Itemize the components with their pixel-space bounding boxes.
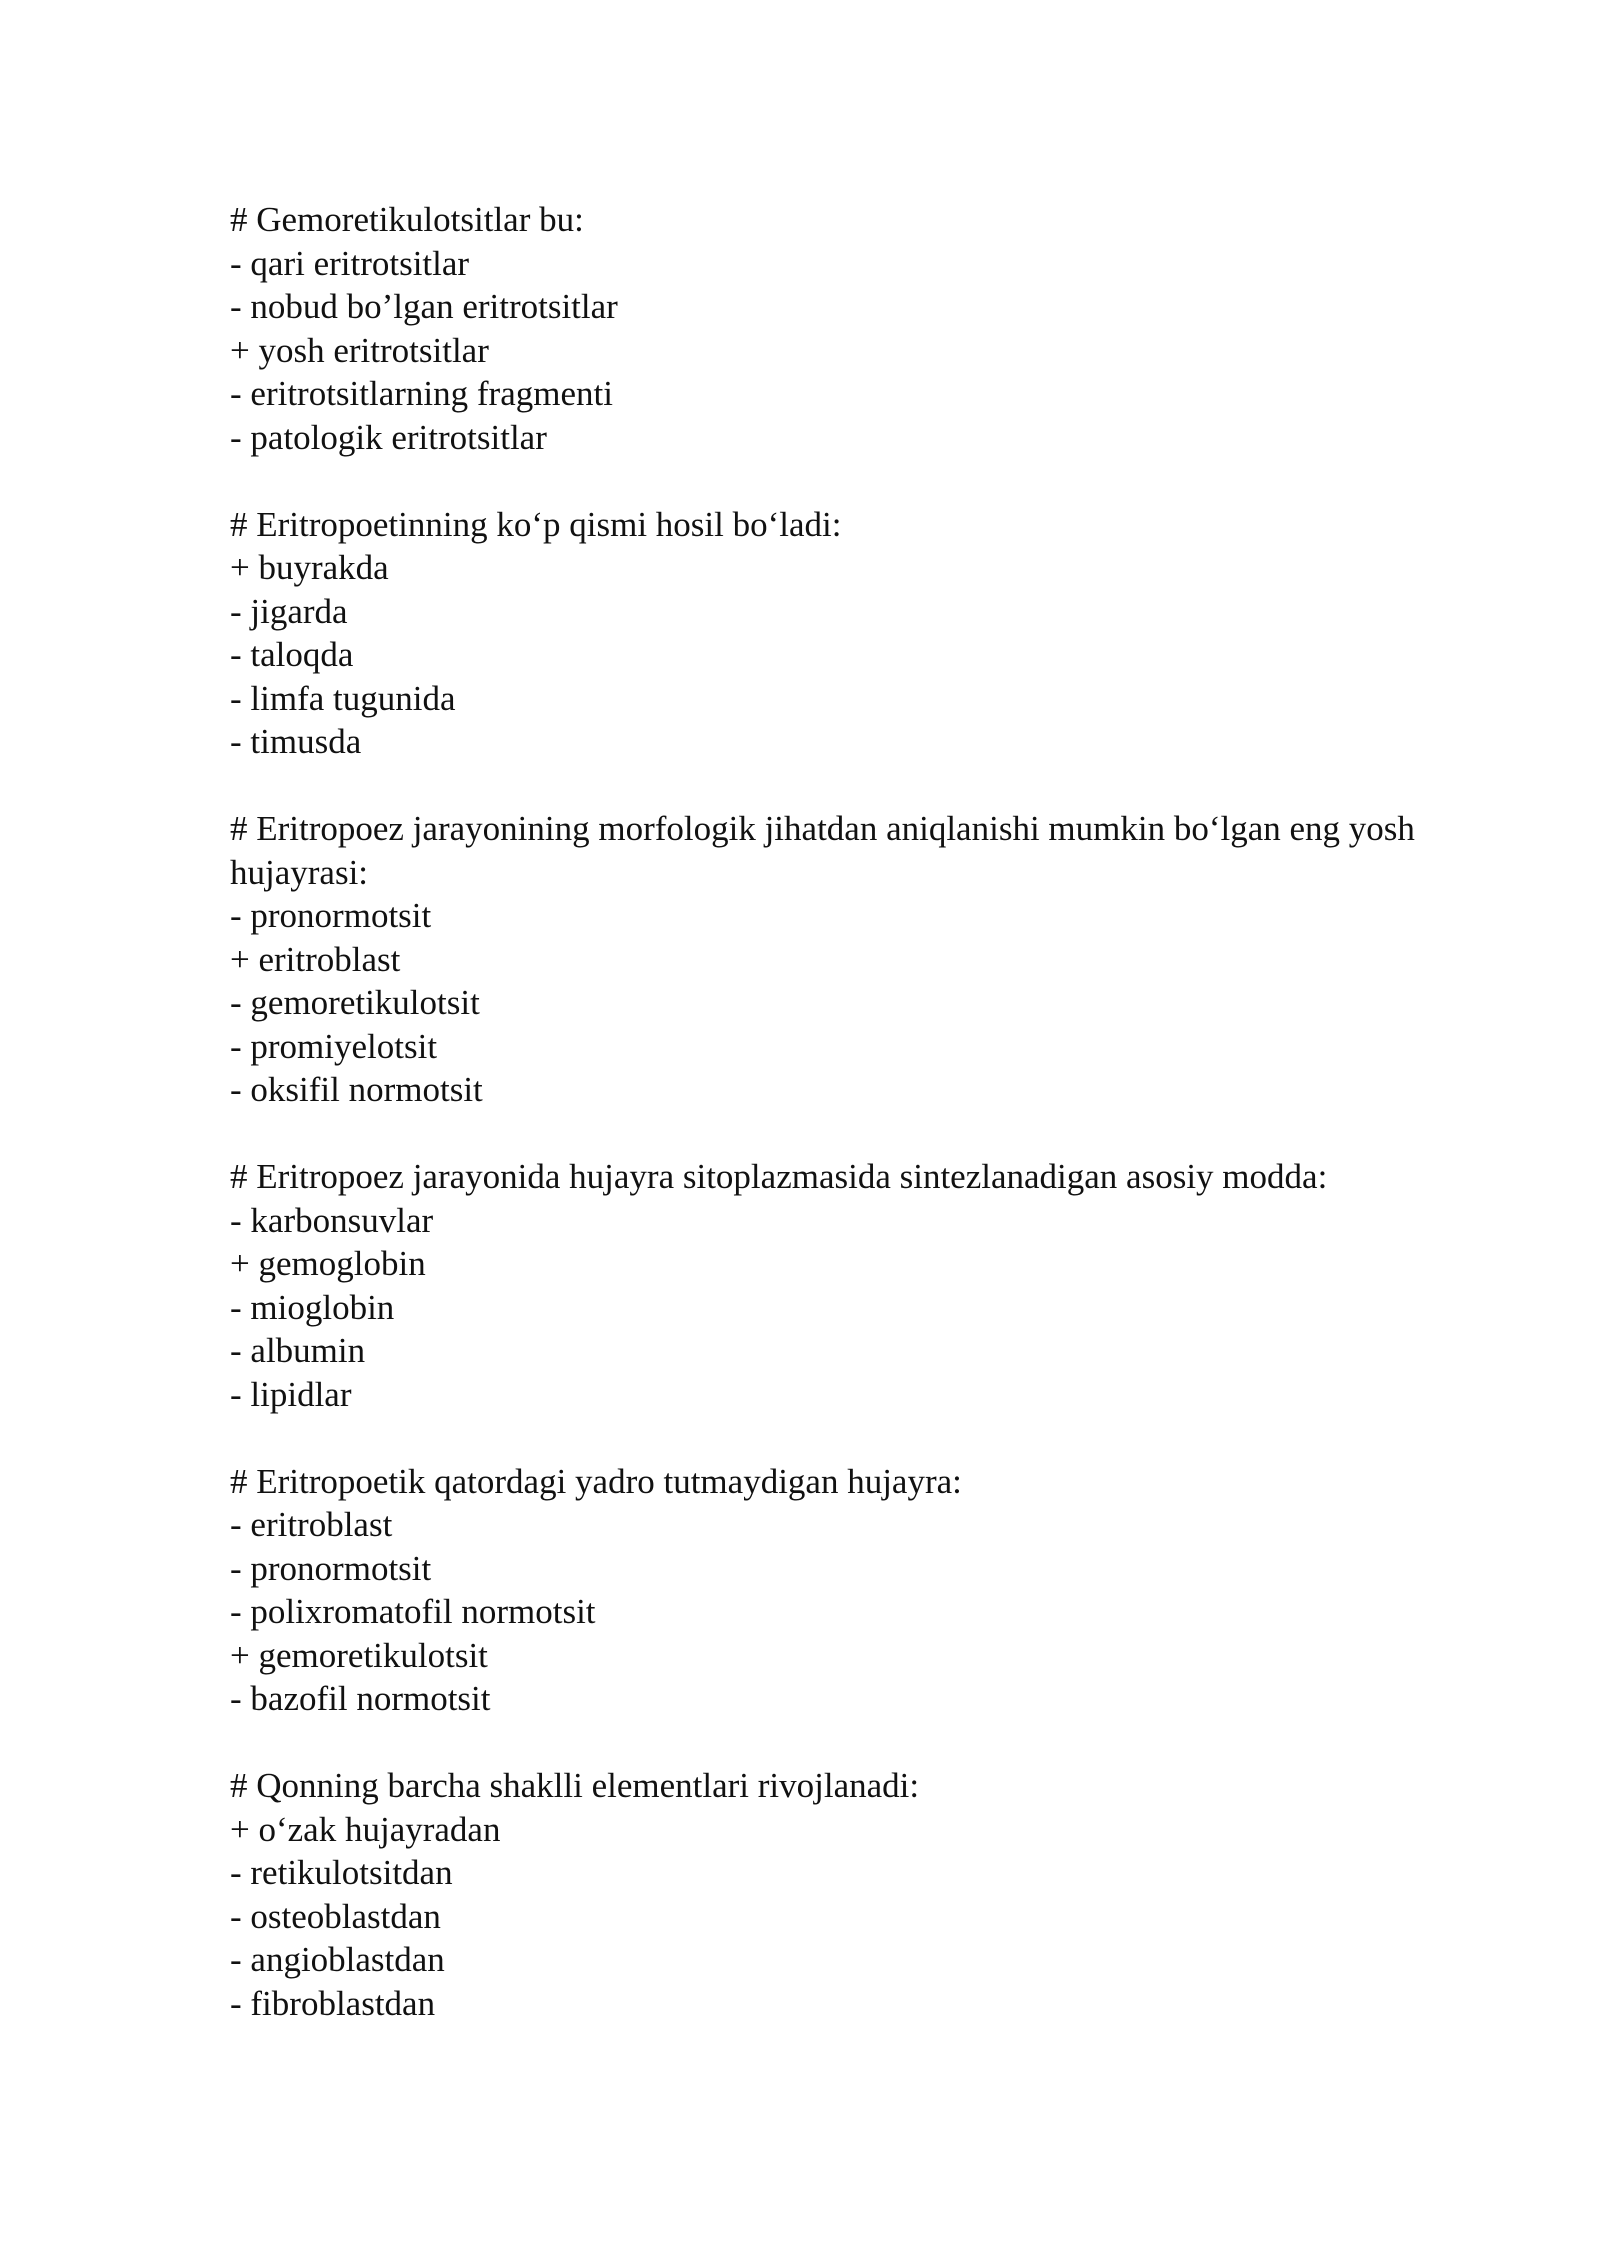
answer-option: - lipidlar [230,1374,352,1414]
answer-options [230,894,1460,1112]
answer-options [230,1808,1460,2026]
question-text: # Eritropoetik qatordagi yadro tutmaydigan hujayra: [230,1461,962,1501]
answer-option: - mioglobin [230,1287,395,1327]
question-block [230,1155,1460,1416]
answer-option: - patologik eritrotsitlar [230,417,547,457]
answer-option: - promiyelotsit [230,1026,438,1066]
answer-option-correct: + buyrakda [230,548,389,587]
answer-options [230,242,1460,460]
answer-option: - qari eritrotsitlar [230,243,470,283]
answer-option: - limfa tugunida [230,678,456,718]
answer-option-correct: + yosh eritrotsitlar [230,330,489,370]
question-block [230,503,1460,764]
answer-option: - angioblastdan [230,1940,445,1979]
answer-option: - albumin [230,1331,366,1370]
answer-option: - eritrotsitlarning fragmenti [230,374,613,413]
answer-option-correct: + o‘zak hujayradan [230,1809,501,1849]
question-block [230,807,1460,1112]
answer-options [230,1199,1460,1417]
question-text: # Eritropoez jarayonida hujayra sitoplazmasida sintezlanadigan asosiy modda: [230,1157,1328,1196]
question-block [230,1764,1460,2025]
question-text: # Qonning barcha shaklli elementlari rivojlanadi: [230,1766,920,1805]
answer-option-correct: + gemoretikulotsit [230,1635,488,1675]
answer-option-correct: + gemoglobin [230,1244,426,1283]
answer-option: - oksifil normotsit [230,1070,483,1109]
question-text: # Eritropoez jarayonining morfologik jihatdan aniqlanishi mumkin bo‘lgan eng yosh hujayrasi: [230,809,1415,892]
answer-option: - nobud bo’lgan eritrotsitlar [230,287,618,326]
answer-option: - retikulotsitdan [230,1853,453,1892]
document-content [230,198,1460,2069]
answer-option-correct: + eritroblast [230,939,401,979]
question-block [230,1460,1460,1721]
answer-option: - gemoretikulotsit [230,983,480,1022]
answer-option: - karbonsuvlar [230,1200,434,1240]
answer-option: - pronormotsit [230,896,432,935]
answer-option: - fibroblastdan [230,1983,436,2023]
answer-option: - osteoblastdan [230,1896,441,1936]
answer-option: - jigarda [230,591,348,631]
answer-option: - eritroblast [230,1505,393,1544]
question-text: # Gemoretikulotsitlar bu: [230,200,584,239]
question-text: # Eritropoetinning ko‘p qismi hosil bo‘ladi: [230,504,842,544]
answer-option: - bazofil normotsit [230,1679,491,1718]
answer-options [230,1503,1460,1721]
answer-option: - pronormotsit [230,1548,432,1588]
answer-options [230,546,1460,764]
answer-option: - timusda [230,722,362,761]
answer-option: - taloqda [230,635,354,674]
answer-option: - polixromatofil normotsit [230,1592,596,1631]
question-block [230,198,1460,459]
